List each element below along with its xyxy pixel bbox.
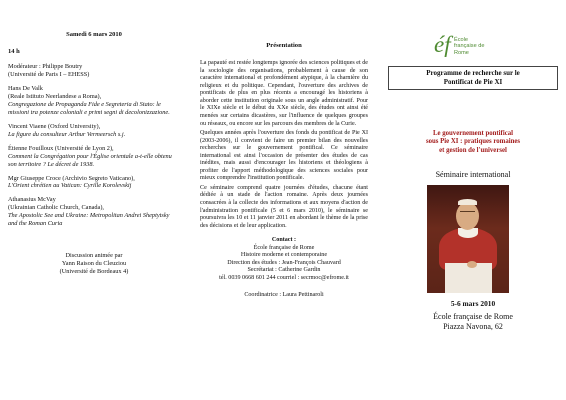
speaker-entry bbox=[8, 196, 180, 228]
program-title-line: Pontificat de Pie XI bbox=[443, 77, 503, 86]
coordinator-line: Coordinatrice : Laura Pettinaroli bbox=[244, 292, 324, 299]
contact-line: Direction des études : Jean-François Chauvard bbox=[227, 259, 341, 266]
presentation-column bbox=[188, 0, 378, 400]
speaker-name: Hans De Valk bbox=[8, 85, 43, 93]
seminar-theme-title bbox=[388, 130, 558, 155]
speaker-affiliation: (Reale Istituto Neerlandese a Roma), bbox=[8, 93, 102, 101]
speaker-entry bbox=[8, 85, 180, 117]
theme-line: sous Pie XI : pratiques romaines bbox=[425, 138, 521, 146]
talk-title: La figure du consulteur Arthur Vermeersch s.j. bbox=[8, 130, 126, 138]
moderator-affiliation: (Université de Paris I – EHESS) bbox=[8, 71, 90, 79]
venue-line: Piazza Navona, 62 bbox=[443, 322, 503, 331]
speaker-name: Vincent Viaene (Oxford University), bbox=[8, 122, 101, 130]
program-schedule-column bbox=[0, 0, 188, 400]
seminar-label: Séminaire international bbox=[435, 170, 511, 179]
presentation-title: Présentation bbox=[266, 42, 302, 49]
venue-line: École française de Rome bbox=[433, 312, 513, 321]
logo-line: Rome bbox=[454, 49, 469, 56]
speaker-entry bbox=[8, 175, 180, 191]
presentation-paragraph: Quelques années après l'ouverture des fonds du pontificat de Pie XI (2003-2006), il convient de faire un premier bilan des nouvelles recherches sur le gouvernement pontifical. Ce séminaire international est ainsi l'occasion de présenter des études de cas inédites, mais aussi d'encourager les historiens et théologiens à profiter de l'apport méthodologique des sciences sociales pour mieux comprendre l'institution pontificale. bbox=[200, 130, 368, 182]
speaker-entry bbox=[8, 63, 180, 79]
program-title-box bbox=[388, 66, 558, 90]
efr-logo bbox=[434, 33, 514, 61]
efr-logo-mark: éf bbox=[434, 32, 451, 57]
session-date: Samedi 6 mars 2010 bbox=[66, 31, 122, 38]
session-time: 14 h bbox=[8, 48, 20, 56]
program-title-line: Programme de recherche sur le bbox=[426, 69, 520, 77]
venue-block bbox=[388, 312, 558, 332]
talk-title: Congregazione de Propaganda Fide e Segreteria di Stato: le missioni tra potenze coloniali e primi segni di decolonizzazione. bbox=[8, 101, 170, 116]
speaker-entry bbox=[8, 123, 180, 139]
seminar-dates: 5-6 mars 2010 bbox=[450, 299, 496, 308]
cover-column bbox=[378, 0, 566, 400]
discussion-label: Discussion animée par bbox=[65, 252, 123, 260]
talk-title: The Apostolic See and Ukraine: Metropolitan Andrei Sheptytsky and the Roman Curia bbox=[8, 212, 170, 228]
theme-line: et gestion de l'universel bbox=[439, 146, 507, 154]
logo-line: École bbox=[454, 37, 468, 43]
speaker-name: Mgr Giuseppe Croce (Archivio Segreto Vaticano), bbox=[8, 174, 135, 182]
logo-line: française de bbox=[454, 43, 485, 50]
speaker-entry bbox=[8, 145, 180, 169]
moderator-name: Modérateur : Philippe Boutry bbox=[8, 63, 83, 71]
contact-heading: Contact : bbox=[271, 237, 297, 244]
discussion-chair: Yann Raison du Cleuziou bbox=[61, 259, 127, 267]
theme-line: Le gouvernement pontifical bbox=[432, 130, 514, 137]
contact-line: tél. 0039 0668 601 244 courriel : secrmoc@efrome.it bbox=[219, 274, 349, 281]
pope-portrait-image bbox=[427, 185, 509, 293]
talk-title: L'Orient chrétien au Vatican: Cyrille Korolevskij bbox=[8, 182, 132, 190]
contact-line: Secrétariat : Catherine Gardin bbox=[247, 267, 321, 274]
contact-line: École française de Rome bbox=[253, 244, 315, 251]
contact-line: Histoire moderne et contemporaine bbox=[240, 252, 328, 259]
efr-logo-text bbox=[454, 37, 484, 56]
speaker-name: Athanasius McVay bbox=[8, 196, 56, 204]
presentation-paragraph: La papauté est restée longtemps ignorée des sciences politiques et de la sociologie des organisations, probablement à cause de son caractère international et profondément atypique, à la charnière du religieux et du politique. Cependant, l'ouverture des archives de pontificats de plus en plus récents a encouragé les historiens à aborder cette institution originale sous un angle administratif. Pour le XIXe siècle et le début du XXe siècle, des études ont ainsi été menées sur certains dicastères, sur l'influence de quelques groupes ou réseaux, ou encore sur les parcours des membres de la Curie. bbox=[200, 60, 368, 127]
discussion-affiliation: (Université de Bordeaux 4) bbox=[59, 267, 129, 275]
discussion-block bbox=[8, 252, 180, 276]
speaker-affiliation: (Ukrainian Catholic Church, Canada), bbox=[8, 204, 104, 212]
talk-title: Comment la Congrégation pour l'Église orientale a-t-elle obtenu son territoire ? Le décret de 1938. bbox=[8, 152, 172, 168]
speaker-name: Étienne Fouilloux (Université de Lyon 2), bbox=[8, 144, 114, 152]
contact-block bbox=[200, 237, 368, 282]
presentation-paragraph: Ce séminaire comprend quatre journées d'études, chacune étant dédiée à un stade de l'action romaine. Après deux journées consacrées à la collecte des informations et aux moyens d'action de l'administration pontificale (5 et 6 mars 2010), le séminaire se poursuivra les 10 et 11 janvier 2011 en abordant le thème de la prise des décisions et de leur application. bbox=[200, 184, 368, 229]
